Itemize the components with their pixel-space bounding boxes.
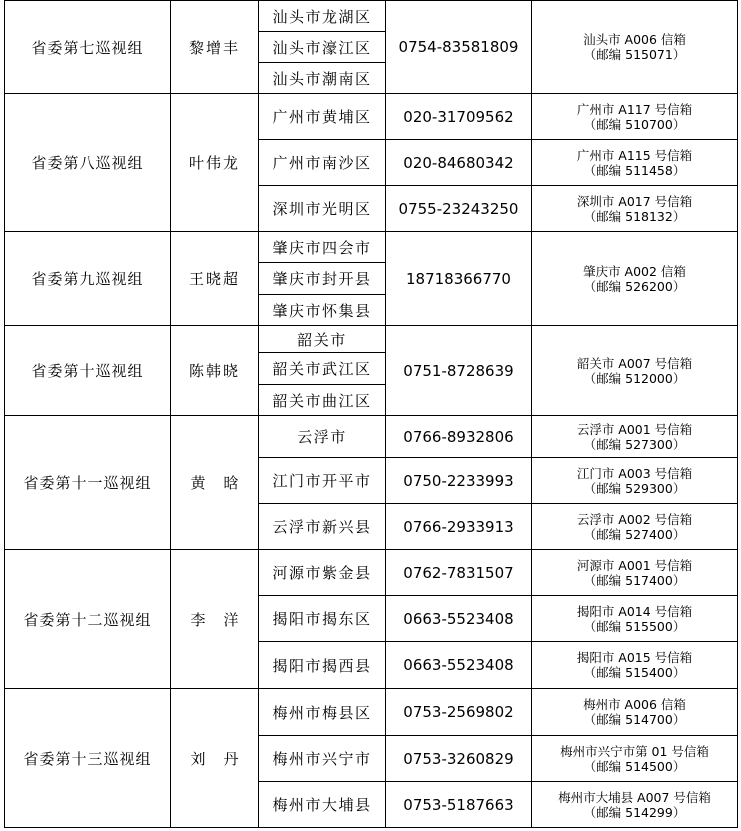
group-leader: 黄晗 [171, 416, 259, 550]
phone-cell: 0755-23243250 [386, 186, 532, 232]
phone-cell: 0766-8932806 [386, 416, 532, 458]
postcode: （邮编 515071） [583, 47, 686, 62]
mailbox-cell [532, 736, 738, 782]
area-cell: 广州市黄埔区 [259, 94, 386, 140]
mailbox-address: 梅州市兴宁市第 01 号信箱 [560, 743, 709, 759]
phone-cell: 0751-8728639 [386, 326, 532, 416]
phone-cell: 0663-5523408 [386, 596, 532, 642]
table-row [5, 416, 738, 458]
mailbox-cell [532, 689, 738, 736]
group-leader: 叶伟龙 [171, 94, 259, 232]
postcode: （邮编 514500） [583, 758, 686, 774]
group-leader: 王晓超 [171, 232, 259, 326]
mailbox-address: 河源市 A001 号信箱 [576, 557, 693, 573]
postcode: （邮编 510700） [583, 116, 686, 132]
phone-cell: 0754-83581809 [386, 1, 532, 94]
group-name: 省委第七巡视组 [5, 1, 171, 94]
postcode: （邮编 529300） [583, 480, 686, 496]
mailbox-cell [532, 596, 738, 642]
phone-cell: 0750-2233993 [386, 458, 532, 504]
mailbox-address: 韶关市 A007 号信箱 [576, 355, 693, 371]
postcode: （邮编 514299） [583, 804, 686, 820]
area-cell: 汕头市濠江区 [259, 32, 386, 63]
phone-cell: 0753-5187663 [386, 782, 532, 828]
postcode: （邮编 512000） [583, 370, 686, 386]
mailbox-address: 广州市 A115 号信箱 [576, 147, 693, 163]
table-row [5, 326, 738, 353]
table-row [5, 1, 738, 32]
mailbox-cell [532, 416, 738, 458]
table-row [5, 94, 738, 140]
group-name: 省委第十三巡视组 [5, 689, 171, 828]
area-cell: 汕头市潮南区 [259, 63, 386, 94]
mailbox-cell [532, 458, 738, 504]
mailbox-address: 梅州市大埔县 A007 号信箱 [558, 789, 711, 805]
area-cell: 肇庆市四会市 [259, 232, 386, 263]
mailbox-address: 梅州市 A006 信箱 [583, 697, 686, 712]
mailbox-cell [532, 550, 738, 596]
phone-cell: 0663-5523408 [386, 642, 532, 689]
mailbox-cell [532, 94, 738, 140]
area-cell: 深圳市光明区 [259, 186, 386, 232]
area-cell: 肇庆市怀集县 [259, 295, 386, 326]
area-cell: 梅州市大埔县 [259, 782, 386, 828]
table-row [5, 232, 738, 263]
group-name: 省委第八巡视组 [5, 94, 171, 232]
mailbox-cell [532, 504, 738, 550]
area-cell: 梅州市梅县区 [259, 689, 386, 736]
mailbox-cell [532, 1, 738, 94]
postcode: （邮编 515400） [583, 665, 686, 680]
mailbox-cell [532, 232, 738, 326]
postcode: （邮编 526200） [583, 278, 686, 294]
phone-cell: 020-31709562 [386, 94, 532, 140]
area-cell: 揭阳市揭东区 [259, 596, 386, 642]
group-leader: 陈韩晓 [171, 326, 259, 416]
postcode: （邮编 511458） [583, 162, 686, 178]
postcode: （邮编 518132） [583, 208, 686, 224]
postcode: （邮编 527400） [583, 526, 686, 542]
mailbox-address: 肇庆市 A002 信箱 [583, 263, 686, 279]
group-leader: 刘丹 [171, 689, 259, 828]
mailbox-cell [532, 140, 738, 186]
mailbox-address: 揭阳市 A015 号信箱 [576, 650, 693, 665]
phone-cell: 0766-2933913 [386, 504, 532, 550]
group-name: 省委第十巡视组 [5, 326, 171, 416]
mailbox-address: 汕头市 A006 信箱 [583, 32, 686, 47]
area-cell: 云浮市 [259, 416, 386, 458]
table-row [5, 550, 738, 596]
mailbox-address: 江门市 A003 号信箱 [576, 465, 693, 481]
group-leader: 黎增丰 [171, 1, 259, 94]
phone-cell: 020-84680342 [386, 140, 532, 186]
mailbox-cell [532, 326, 738, 416]
mailbox-address: 广州市 A117 号信箱 [576, 101, 693, 117]
area-cell: 云浮市新兴县 [259, 504, 386, 550]
group-name: 省委第十二巡视组 [5, 550, 171, 689]
area-cell: 韶关市曲江区 [259, 385, 386, 416]
mailbox-address: 云浮市 A001 号信箱 [576, 421, 693, 437]
area-cell: 河源市紫金县 [259, 550, 386, 596]
phone-cell: 0753-3260829 [386, 736, 532, 782]
area-cell: 肇庆市封开县 [259, 263, 386, 295]
mailbox-cell [532, 642, 738, 689]
group-leader: 李洋 [171, 550, 259, 689]
postcode: （邮编 515500） [583, 618, 686, 634]
area-cell: 广州市南沙区 [259, 140, 386, 186]
table-row [5, 689, 738, 736]
phone-cell: 0753-2569802 [386, 689, 532, 736]
postcode: （邮编 517400） [583, 572, 686, 588]
mailbox-address: 深圳市 A017 号信箱 [576, 193, 693, 209]
postcode: （邮编 514700） [583, 712, 686, 727]
mailbox-cell [532, 186, 738, 232]
group-name: 省委第九巡视组 [5, 232, 171, 326]
area-cell: 汕头市龙湖区 [259, 1, 386, 32]
phone-cell: 18718366770 [386, 232, 532, 326]
area-cell: 江门市开平市 [259, 458, 386, 504]
mailbox-address: 揭阳市 A014 号信箱 [576, 603, 693, 619]
phone-cell: 0762-7831507 [386, 550, 532, 596]
area-cell: 梅州市兴宁市 [259, 736, 386, 782]
mailbox-cell [532, 782, 738, 828]
postcode: （邮编 527300） [583, 436, 686, 452]
inspection-contact-table [4, 0, 738, 828]
mailbox-address: 云浮市 A002 号信箱 [576, 511, 693, 527]
area-cell: 韶关市 [259, 326, 386, 353]
group-name: 省委第十一巡视组 [5, 416, 171, 550]
area-cell: 韶关市武江区 [259, 353, 386, 385]
area-cell: 揭阳市揭西县 [259, 642, 386, 689]
